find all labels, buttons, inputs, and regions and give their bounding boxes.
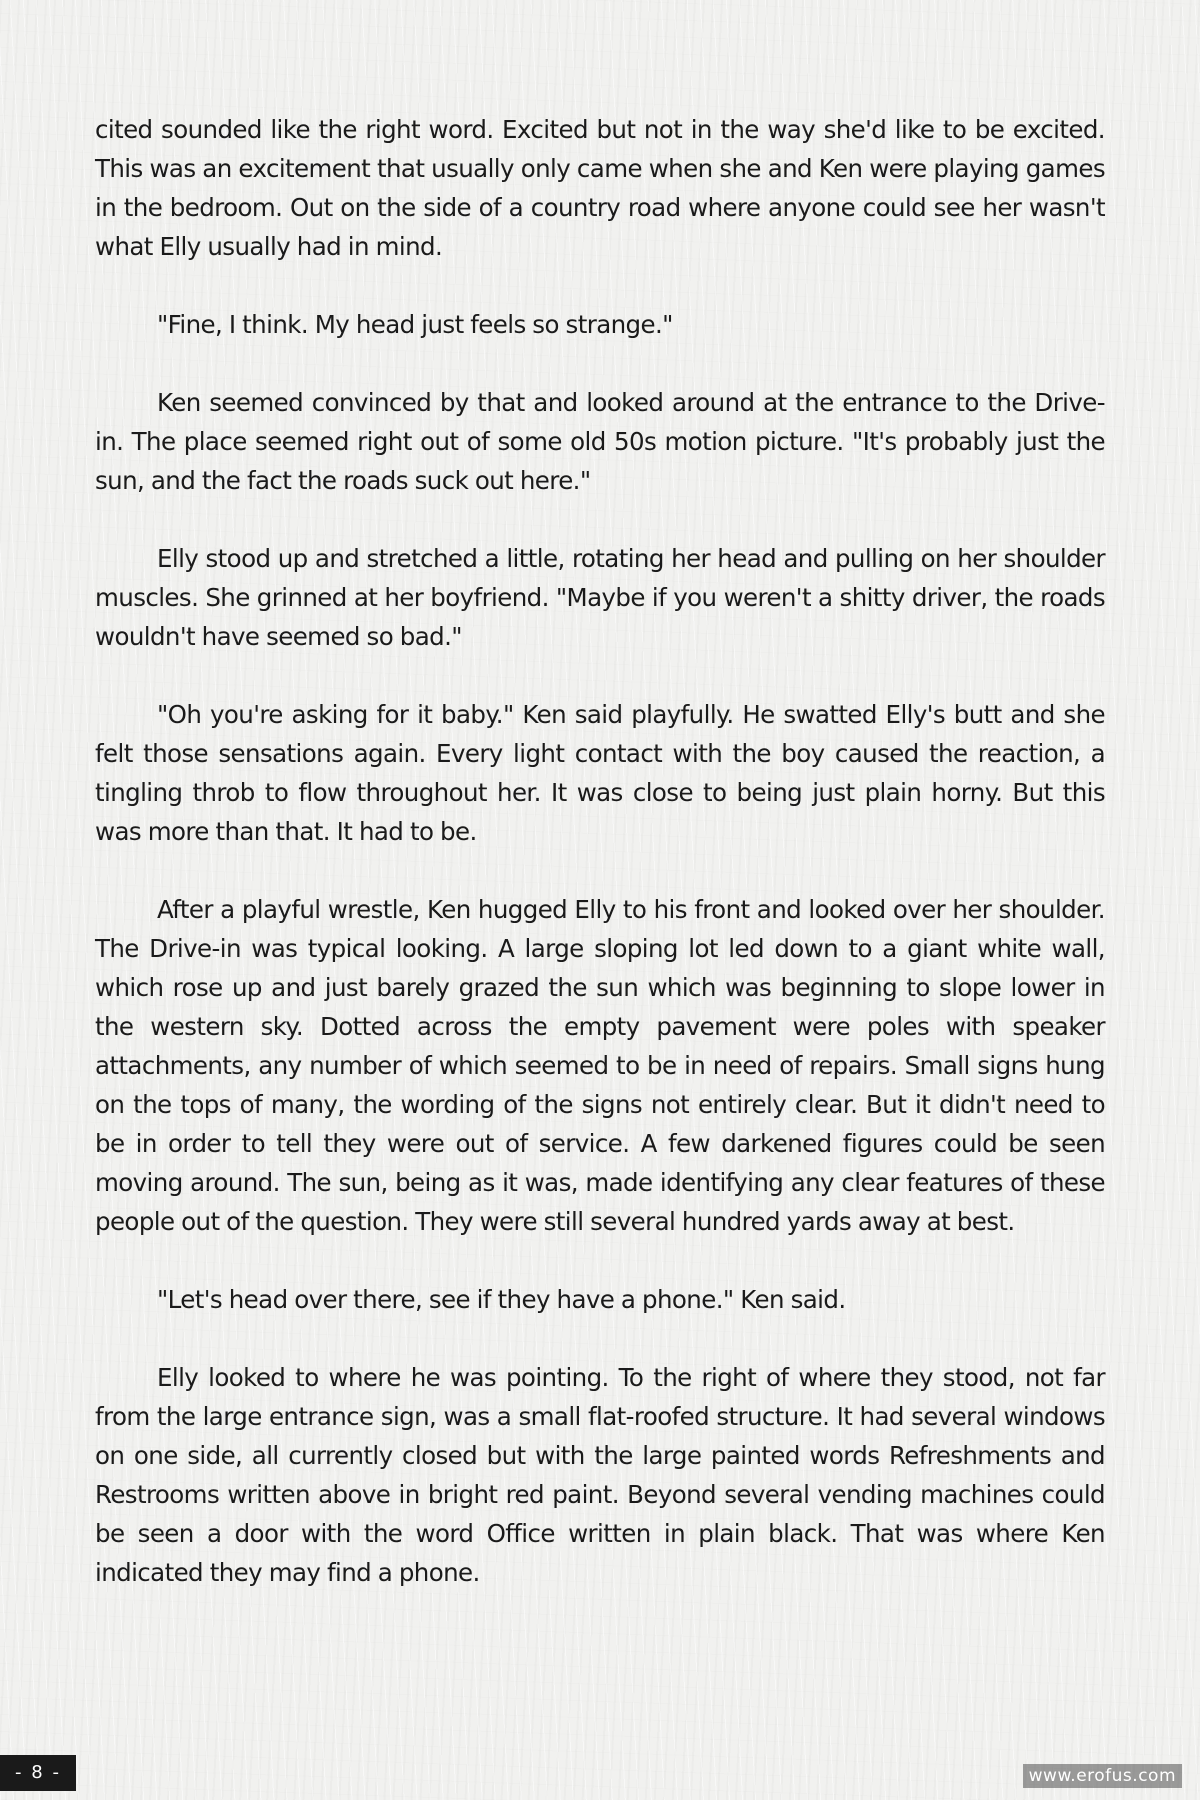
watermark-link[interactable]: www.erofus.com [1023, 1764, 1182, 1788]
paragraph: "Oh you're asking for it baby." Ken said playfully. He swatted Elly's butt and she felt those sensations again. Every light contact with the boy caused the reaction, a tingling throb to flow throughout her. It was close to being just plain horny. But this was more than that. It had to be. [95, 700, 1105, 846]
paragraph: Ken seemed convinced by that and looked around at the entrance to the Drive-in. The place seemed right out of some old 50s motion picture. "It's probably just the sun, and the fact the roads suck out here." [95, 388, 1105, 495]
page-number: - 8 - [0, 1755, 76, 1791]
paragraph: After a playful wrestle, Ken hugged Elly to his front and looked over her shoulder. The Drive-in was typical looking. A large sloping lot led down to a giant white wall, which rose up and just barely grazed the sun which was beginning to slope lower in the western sky. Dotted across the empty pavement were poles with speaker attachments, any number of which seemed to be in need of repairs. Small signs hung on the tops of many, the wording of the signs not entirely clear. But it didn't need to be in order to tell they were out of service. A few darkened figures could be seen moving around. The sun, being as it was, made identifying any clear features of these people out of the question. They were still several hundred yards away at best. [95, 895, 1105, 1236]
paragraph: Elly looked to where he was pointing. To the right of where they stood, not far from the large entrance sign, was a small flat-roofed structure. It had several windows on one side, all currently closed but with the large painted words Refreshments and Restrooms written above in bright red paint. Beyond several vending machines could be seen a door with the word Office written in plain black. That was where Ken indicated they may find a phone. [95, 1363, 1105, 1587]
paragraph: "Fine, I think. My head just feels so strange." [157, 310, 673, 339]
paragraph: cited sounded like the right word. Excited but not in the way she'd like to be excited. This was an excitement that usually only came when she and Ken were playing games in the bedroom. Out on the side of a country road where anyone could see her wasn't what Elly usually had in mind. [95, 115, 1105, 261]
paragraph: Elly stood up and stretched a little, rotating her head and pulling on her shoulder muscles. She grinned at her boyfriend. "Maybe if you weren't a shitty driver, the roads wouldn't have seemed so bad." [95, 544, 1105, 651]
page-body-text [95, 110, 1105, 1631]
paragraph: "Let's head over there, see if they have a phone." Ken said. [157, 1285, 846, 1314]
